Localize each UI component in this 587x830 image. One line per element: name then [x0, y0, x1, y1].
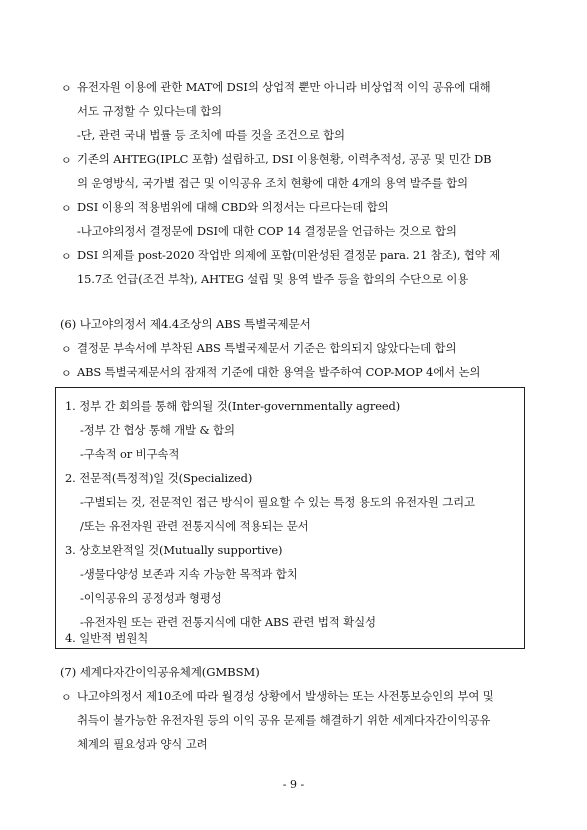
criteria-item-3: 3. 상호보완적일 것(Mutually supportive) [65, 543, 283, 557]
criteria-item-3a: -생물다양성 보존과 지속 가능한 목적과 합치 [80, 567, 298, 581]
criteria-item-1b: -구속적 or 비구속적 [80, 447, 180, 461]
criteria-item-2a-line1: -구별되는 것, 전문적인 접근 방식이 필요할 수 있는 특정 용도의 유전자원 그리고 [80, 495, 475, 509]
section7-line2: 취득이 불가능한 유전자원 등의 이익 공유 문제를 해결하기 위한 세계다자간이익공유 [77, 713, 491, 727]
criteria-item-4: 4. 일반적 범원칙 [65, 631, 149, 645]
criteria-item-2a-line2: /또는 유전자원 관련 전통지식에 적용되는 문서 [80, 519, 309, 533]
para4-line1: DSI 의제를 post-2020 작업반 의제에 포함(미완성된 결정문 para. 21 참조), 협약 제 [77, 248, 501, 262]
bullet-marker: ㅇ [61, 202, 72, 215]
section6-bullet2: ABS 특별국제문서의 잠재적 기준에 대한 용역을 발주하여 COP-MOP 4에서 논의 [77, 365, 481, 379]
criteria-item-3b: -이익공유의 공정성과 형평성 [80, 591, 222, 605]
bullet-marker: ㅇ [61, 82, 72, 95]
para3-line1: DSI 이용의 적용범위에 대해 CBD와 의정서는 다르다는데 합의 [77, 200, 389, 214]
criteria-item-1: 1. 정부 간 회의를 통해 합의될 것(Inter-governmentally agreed) [65, 399, 401, 413]
para3-sub: -나고야의정서 결정문에 DSI에 대한 COP 14 결정문을 언급하는 것으로 합의 [77, 224, 457, 238]
section6-heading: (6) 나고야의정서 제4.4조상의 ABS 특별국제문서 [60, 317, 311, 331]
para1-line2: 서도 규정할 수 있다는데 합의 [77, 104, 222, 118]
bullet-marker: ㅇ [61, 367, 72, 380]
criteria-item-1a: -정부 간 협상 통해 개발 & 합의 [80, 423, 235, 437]
page-number: - 9 - [282, 778, 305, 791]
section6-bullet1: 결정문 부속서에 부착된 ABS 특별국제문서 기준은 합의되지 않았다는데 합의 [77, 341, 457, 355]
section7-line1: 나고야의정서 제10조에 따라 월경성 상황에서 발생하는 또는 사전통보승인의 부여 및 [77, 689, 494, 703]
para1-sub: -단, 관련 국내 법률 등 조치에 따를 것을 조건으로 합의 [77, 128, 345, 142]
para2-line1: 기존의 AHTEG(IPLC 포함) 설립하고, DSI 이용현황, 이력추적성, 공공 및 민간 DB [77, 152, 492, 166]
bullet-marker: ㅇ [61, 343, 72, 356]
criteria-item-2: 2. 전문적(특정적)일 것(Specialized) [65, 471, 253, 485]
section7-line3: 체계의 필요성과 양식 고려 [77, 737, 208, 751]
bullet-marker: ㅇ [61, 154, 72, 167]
bullet-marker: ㅇ [61, 691, 72, 704]
bullet-marker: ㅇ [61, 250, 72, 263]
para2-line2: 의 운영방식, 국가별 접근 및 이익공유 조치 현황에 대한 4개의 용역 발주를 합의 [77, 176, 468, 190]
para1-line1: 유전자원 이용에 관한 MAT에 DSI의 상업적 뿐만 아니라 비상업적 이익 공유에 대해 [77, 80, 491, 94]
section7-heading: (7) 세계다자간이익공유체계(GMBSM) [60, 665, 260, 679]
para4-line2: 15.7조 언급(조건 부착), AHTEG 설립 및 용역 발주 등을 합의의 수단으로 이용 [77, 272, 469, 286]
criteria-item-3c: -유전자원 또는 관련 전통지식에 대한 ABS 관련 법적 확실성 [80, 615, 376, 629]
